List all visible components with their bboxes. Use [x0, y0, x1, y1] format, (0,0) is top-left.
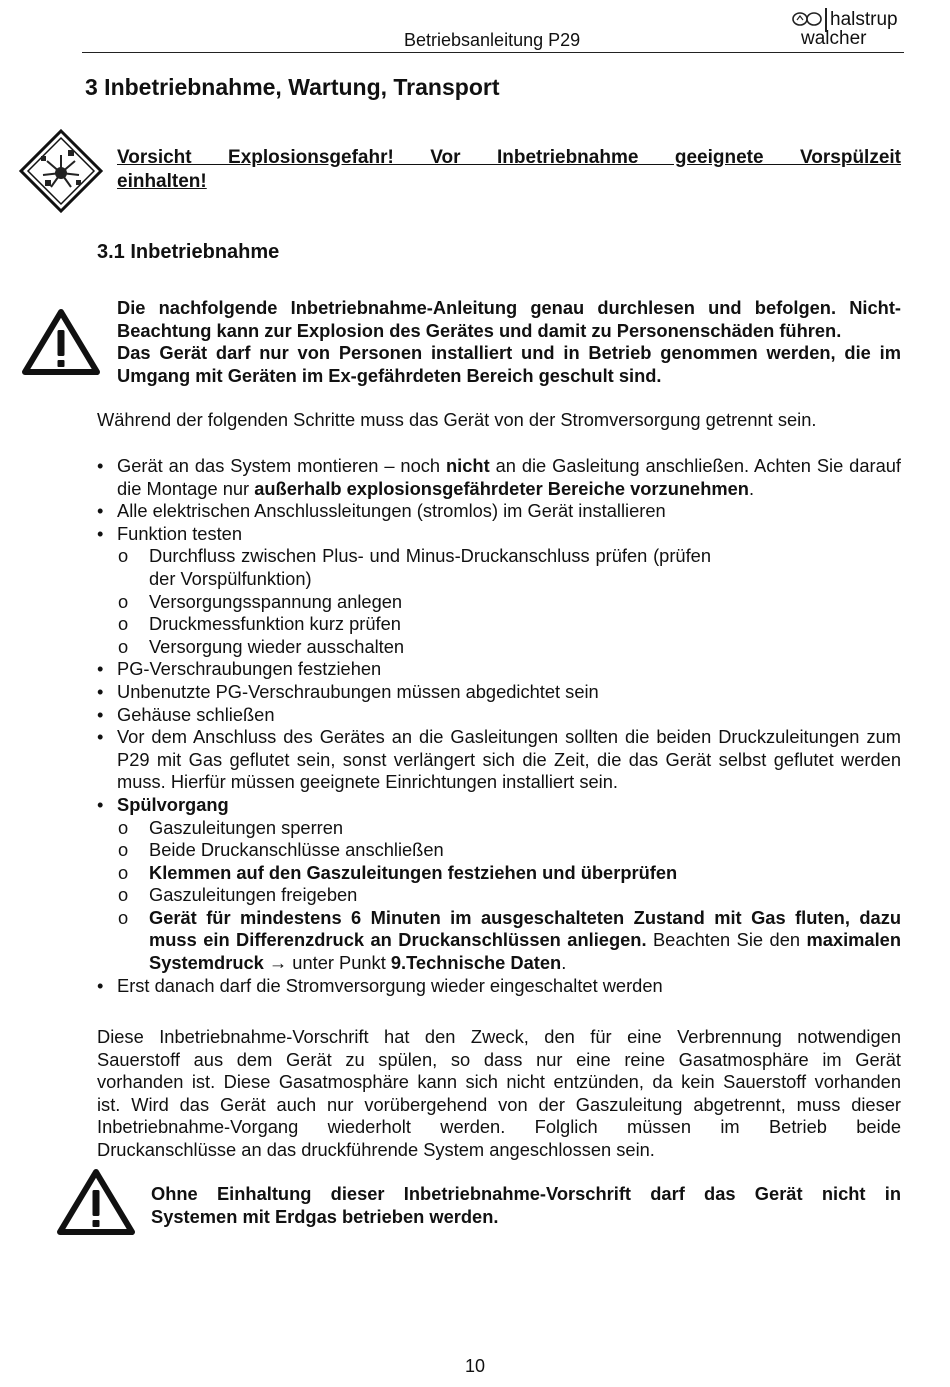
list-item	[97, 545, 901, 590]
step-1-bold-1: nicht	[445, 455, 490, 476]
list-item	[97, 862, 901, 885]
list-item	[97, 839, 901, 862]
logo-line1: halstrup	[830, 9, 898, 30]
step-8-text: Spülvorgang	[117, 793, 229, 815]
list-item	[97, 884, 901, 907]
list-item	[97, 817, 901, 840]
paragraph-line-2: Sauerstoff aus dem Gerät zu spülen, so dass nur eine reine Gasatmosphäre im Gerät	[97, 1048, 901, 1070]
explanation-paragraph	[97, 1026, 901, 1162]
sub-marker: o	[118, 613, 129, 635]
step-3-sub-4: Versorgung wieder ausschalten	[149, 635, 405, 657]
step-3-sub-3: Druckmessfunktion kurz prüfen	[149, 613, 401, 635]
warning-triangle-icon	[22, 308, 100, 376]
list-item	[97, 704, 901, 727]
sub-marker: o	[118, 545, 129, 567]
warning-1-line-2: Beachtung kann zur Explosion des Gerätes und damit zu Personenschäden führen.	[117, 319, 842, 341]
header-rule	[82, 52, 904, 53]
step-8-sub-5-text-2: unter Punkt	[292, 952, 391, 974]
list-item	[97, 455, 901, 500]
list-item	[97, 523, 901, 546]
explosive-hazard-icon	[19, 129, 103, 213]
paragraph-line-6: Druckanschlüsse an das druckführende System angeschlossen sein.	[97, 1138, 655, 1160]
warning-2-line-2: Systemen mit Erdgas betrieben werden.	[151, 1205, 499, 1227]
warning-triangle-icon	[57, 1168, 135, 1236]
bullet-marker: •	[97, 974, 104, 996]
sub-marker: o	[118, 906, 129, 928]
list-item	[97, 636, 901, 659]
arrow-right-icon: →	[263, 952, 293, 974]
paragraph-line-1: Diese Inbetriebnahme-Vorschrift hat den Zweck, den für eine Verbrennung notwendigen	[97, 1026, 901, 1047]
warning-1-line-3: Das Gerät darf nur von Personen installiert und in Betrieb genommen werden, die im	[117, 342, 901, 364]
step-1-text-2: an die Gasleitung anschließen. Achten Sie darauf die Montage nur	[117, 455, 901, 499]
list-item	[97, 794, 901, 817]
step-2-text: Alle elektrischen Anschlussleitungen (stromlos) im Gerät installieren	[117, 500, 666, 522]
list-item	[97, 907, 901, 975]
list-item	[97, 500, 901, 523]
page-number: 10	[464, 1356, 486, 1376]
bullet-marker: •	[97, 680, 104, 702]
list-item	[97, 658, 901, 681]
paragraph-line-4: ist. Wird das Gerät auch nur vorübergehend von der Gaszuleitung abgetrennt, muss dieser	[97, 1093, 901, 1115]
sub-marker: o	[118, 839, 129, 861]
warning-text-2	[151, 1183, 901, 1228]
caution-line-2: einhalten!	[117, 171, 207, 192]
step-8-sub-3: Klemmen auf den Gaszuleitungen festziehen und überprüfen	[149, 861, 678, 883]
bullet-marker: •	[97, 726, 104, 748]
step-8-sub-1: Gaszuleitungen sperren	[149, 816, 344, 838]
sub-marker: o	[118, 861, 129, 883]
step-3-sub-1: Durchfluss zwischen Plus- und Minus-Druckanschluss prüfen (prüfen der Vorspülfunktion)	[149, 545, 711, 589]
step-8-sub-5-bold-1: Gerät für mindestens 6 Minuten im ausgeschalteten Zustand mit Gas fluten, dazu muss ein Differenzdruck an Druckanschlüssen anliegen.	[149, 906, 901, 951]
step-1-text: Gerät an das System montieren – noch	[117, 455, 446, 476]
step-4-text: PG-Verschraubungen festziehen	[117, 658, 382, 680]
steps-list	[97, 455, 901, 997]
header-title: Betriebsanleitung P29	[404, 30, 581, 50]
intro-text: Während der folgenden Schritte muss das Gerät von der Stromversorgung getrennt sein.	[97, 409, 817, 430]
logo-line2: walcher	[801, 28, 867, 49]
step-8-sub-4: Gaszuleitungen freigeben	[149, 884, 358, 906]
list-item	[97, 975, 901, 998]
step-3-text: Funktion testen	[117, 522, 242, 544]
list-item	[97, 613, 901, 636]
step-8-sub-2: Beide Druckanschlüsse anschließen	[149, 839, 444, 861]
step-8-sub-5-text-1: Beachten Sie den	[646, 929, 807, 951]
bullet-marker: •	[97, 455, 104, 476]
list-item	[97, 681, 901, 704]
sub-marker: o	[118, 635, 129, 657]
step-1-text-3: .	[748, 477, 755, 499]
bullet-marker: •	[97, 703, 104, 725]
step-6-text: Gehäuse schließen	[117, 703, 275, 725]
step-8-sub-5-bold-3: 9.Technische Daten	[390, 952, 562, 974]
caution-line-1: Vorsicht Explosionsgefahr! Vor Inbetriebnahme geeignete Vorspülzeit	[117, 147, 901, 168]
paragraph-line-3: vorhanden ist. Diese Gasatmosphäre kann sich nicht entzünden, da kein Sauerstoff vorhanden	[97, 1071, 901, 1093]
logo-infinity-icon	[792, 10, 822, 28]
warning-2-line-1: Ohne Einhaltung dieser Inbetriebnahme-Vorschrift darf das Gerät nicht in	[151, 1183, 901, 1204]
section-title: 3.1 Inbetriebnahme	[97, 241, 280, 263]
bullet-marker: •	[97, 522, 104, 544]
sub-marker: o	[118, 816, 129, 838]
step-5-text: Unbenutzte PG-Verschraubungen müssen abgedichtet sein	[117, 680, 599, 702]
sub-marker: o	[118, 884, 129, 906]
warning-1-line-1: Die nachfolgende Inbetriebnahme-Anleitung genau durchlesen und befolgen. Nicht-	[117, 297, 901, 318]
step-8-sub-5-text-3: .	[561, 952, 567, 974]
step-8-sub-5-bold-2: maximalen Systemdruck	[149, 929, 901, 974]
bullet-marker: •	[97, 500, 104, 522]
warning-text-1	[117, 297, 901, 387]
paragraph-line-5: Inbetriebnahme-Vorgang wiederholt werden. Folglich müssen im Betrieb beide	[97, 1116, 901, 1138]
step-3-sub-2: Versorgungsspannung anlegen	[149, 590, 403, 612]
bullet-marker: •	[97, 793, 104, 815]
step-7-text: Vor dem Anschluss des Gerätes an die Gasleitungen sollten die beiden Druckzuleitungen zum P29 mit Gas geflutet sein, sonst verlängert sich die Zeit, die das Gerät selbst geflutet werden muss. Hierfür müssen geeignete Einrichtungen installiert sein.	[117, 726, 901, 793]
list-item	[97, 591, 901, 614]
explosion-caution	[117, 146, 901, 194]
step-9-text: Erst danach darf die Stromversorgung wieder eingeschaltet werden	[117, 974, 663, 996]
step-1-bold-2: außerhalb explosionsgefährdeter Bereiche vorzunehmen	[254, 477, 749, 499]
chapter-title: 3 Inbetriebnahme, Wartung, Transport	[85, 74, 500, 100]
company-logo	[792, 8, 904, 50]
list-item	[97, 726, 901, 794]
bullet-marker: •	[97, 658, 104, 680]
sub-marker: o	[118, 590, 129, 612]
warning-1-line-4: Umgang mit Geräten im Ex-gefährdeten Bereich geschult sind.	[117, 364, 662, 386]
